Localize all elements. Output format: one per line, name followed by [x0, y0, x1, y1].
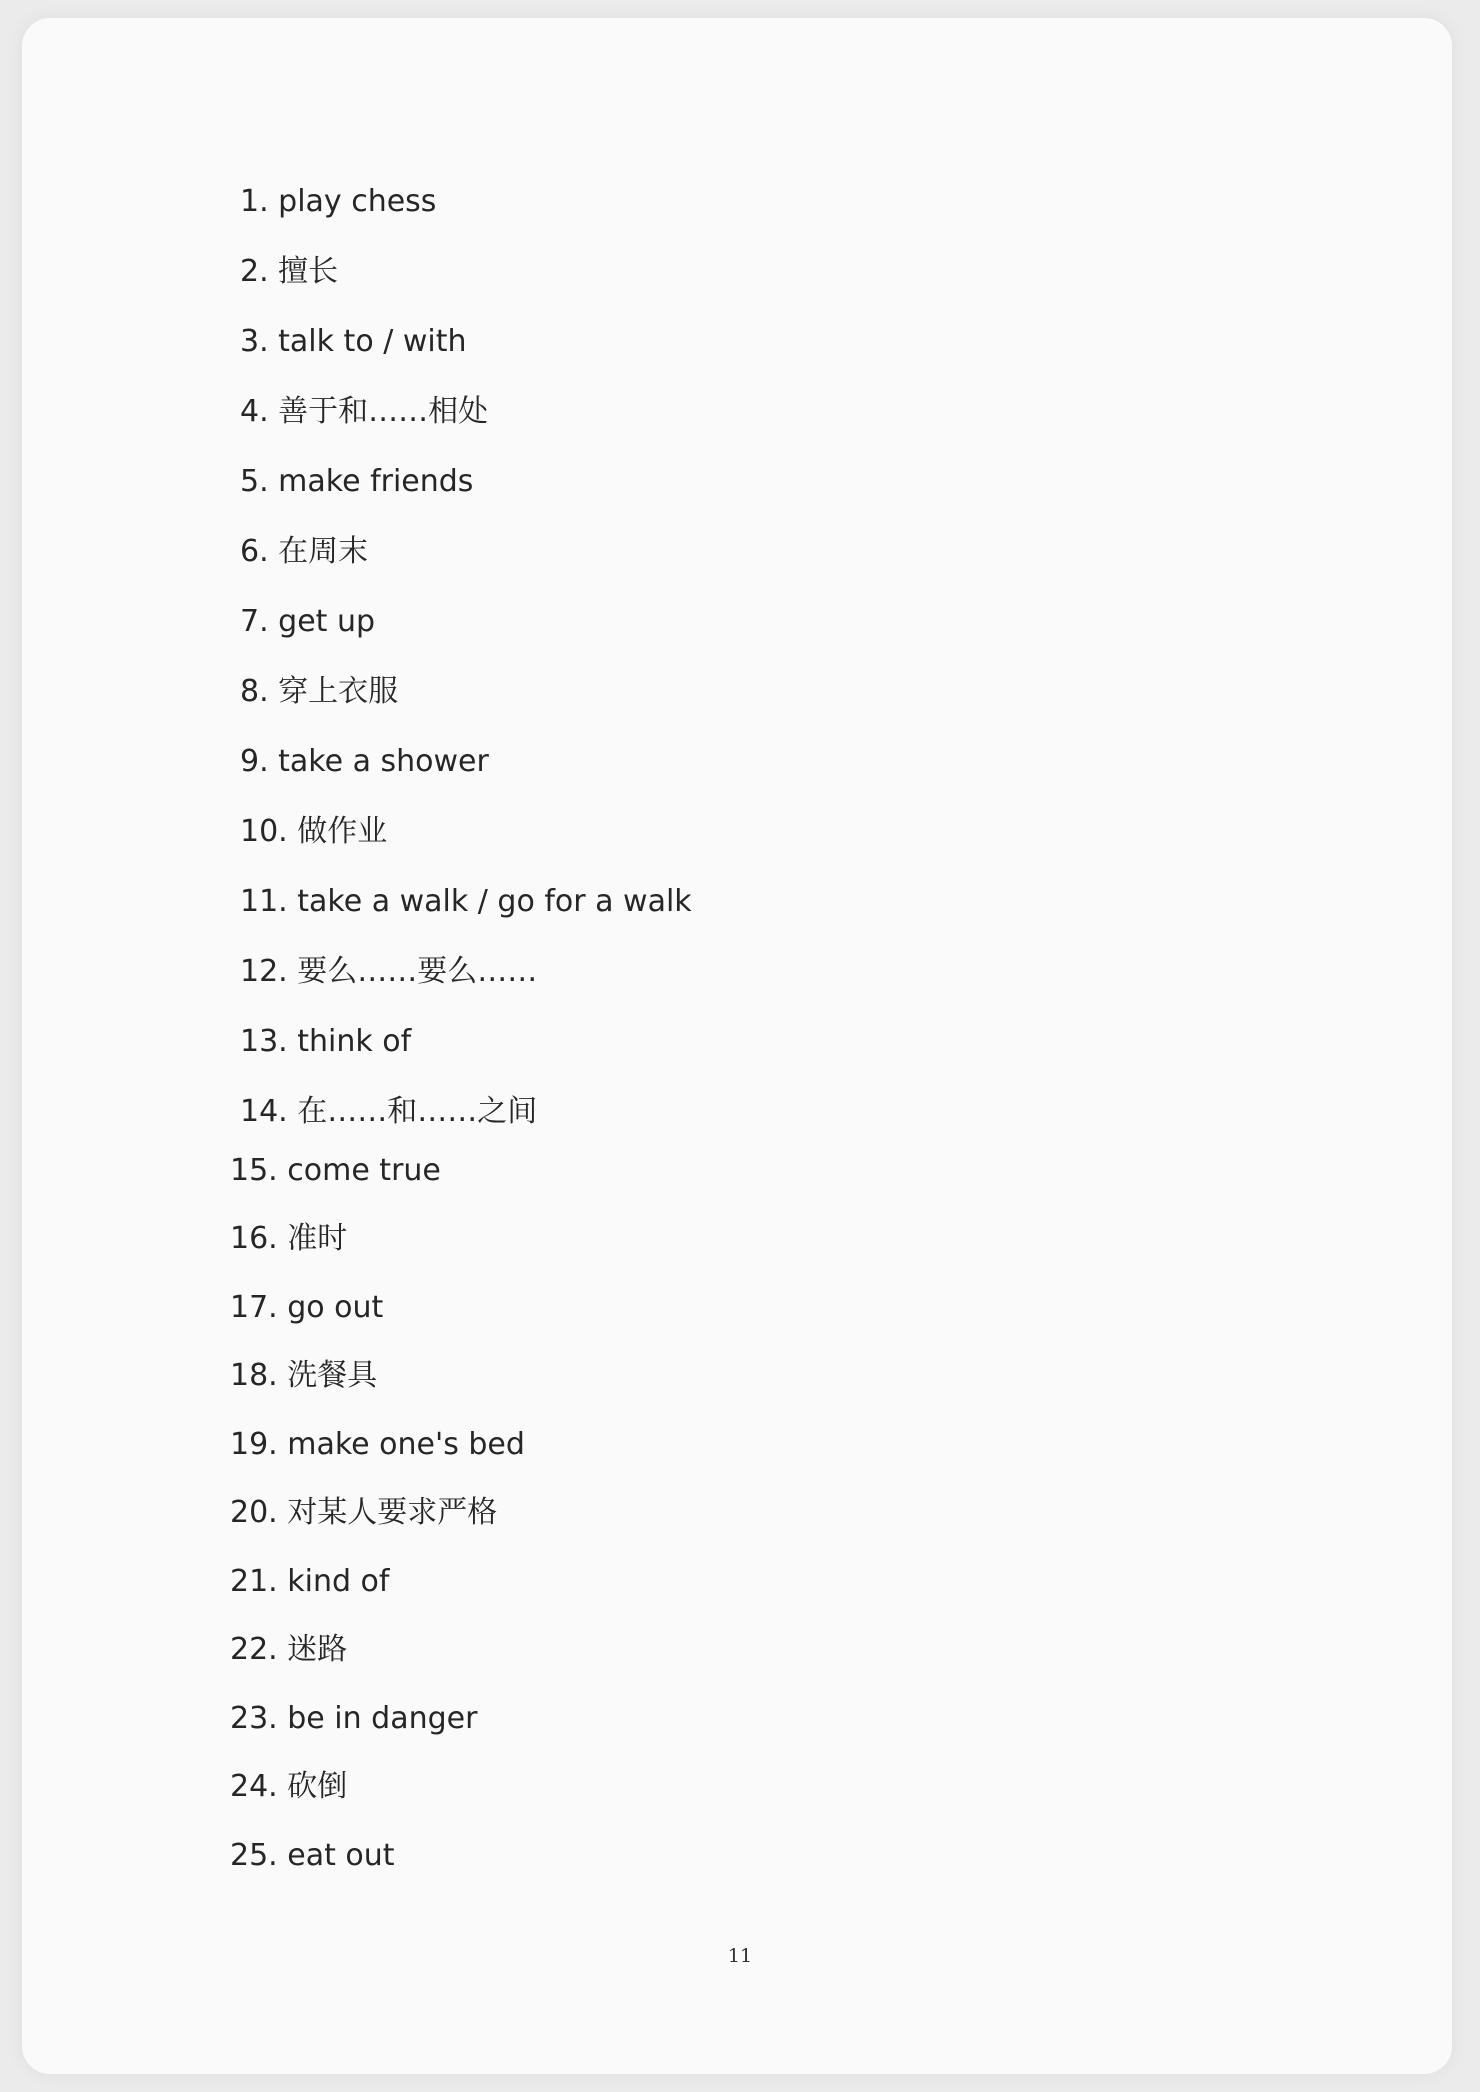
list-item: 2. 擅长	[240, 254, 339, 289]
list-item: 10. 做作业	[240, 814, 388, 849]
list-item: 4. 善于和……相处	[240, 394, 489, 429]
list-item: 25. eat out	[230, 1838, 395, 1873]
document-page	[22, 18, 1452, 2074]
list-item: 9. take a shower	[240, 744, 489, 779]
list-item: 12. 要么……要么……	[240, 954, 538, 989]
list-item: 6. 在周末	[240, 534, 369, 569]
list-item: 24. 砍倒	[230, 1769, 348, 1804]
list-item: 22. 迷路	[230, 1632, 348, 1667]
page-number: 11	[727, 1945, 753, 1967]
list-item: 20. 对某人要求严格	[230, 1495, 498, 1530]
list-item: 3. talk to / with	[240, 324, 467, 359]
list-item: 14. 在……和……之间	[240, 1094, 538, 1129]
list-item: 23. be in danger	[230, 1701, 478, 1736]
list-item: 19. make one's bed	[230, 1427, 525, 1462]
list-item: 15. come true	[230, 1153, 441, 1188]
list-item: 18. 洗餐具	[230, 1358, 378, 1393]
list-item: 7. get up	[240, 604, 376, 639]
list-item: 8. 穿上衣服	[240, 674, 399, 709]
list-item: 17. go out	[230, 1290, 384, 1325]
list-item: 21. kind of	[230, 1564, 390, 1599]
list-item: 1. play chess	[240, 184, 437, 219]
list-item: 16. 准时	[230, 1221, 348, 1256]
list-item: 11. take a walk / go for a walk	[240, 884, 692, 919]
list-item: 13. think of	[240, 1024, 412, 1059]
list-item: 5. make friends	[240, 464, 474, 499]
